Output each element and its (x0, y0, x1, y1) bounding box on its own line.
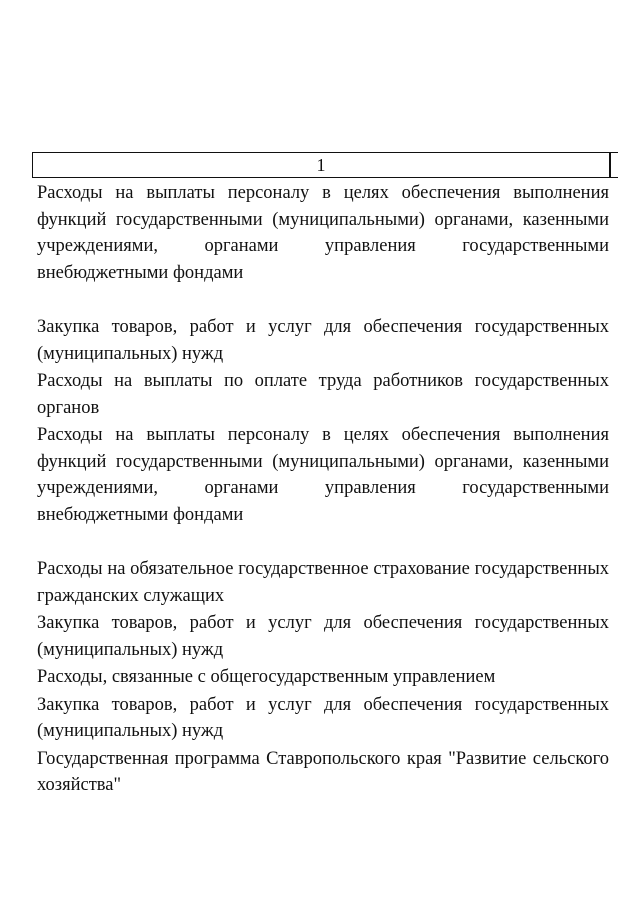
table-row-text: Закупка товаров, работ и услуг для обеспечения государственных (муниципальных) нужд (37, 613, 609, 660)
table-row-text: Государственная программа Ставропольского края "Развитие сельского хозяйства" (37, 748, 609, 795)
table-row-text: Расходы на выплаты персоналу в целях обеспечения выполнения функций государственными (муниципальными) органами, казенными учреждениями, органами управления государственными внебюджетными фондами (37, 425, 609, 525)
table-header-next-column-edge (610, 152, 618, 178)
table-row-text: Расходы, связанные с общегосударственным управлением (37, 667, 496, 687)
table-header-column-number (32, 152, 610, 178)
table-row-text: Закупка товаров, работ и услуг для обеспечения государственных (муниципальных) нужд (37, 317, 609, 364)
header-number-text: 1 (316, 155, 326, 175)
table-row-text: Расходы на выплаты по оплате труда работников государственных органов (37, 371, 609, 418)
table-row-text: Закупка товаров, работ и услуг для обеспечения государственных (муниципальных) нужд (37, 694, 609, 741)
table-row-text: Расходы на обязательное государственное страхование государственных гражданских служащих (37, 559, 609, 606)
table-row-text: Расходы на выплаты персоналу в целях обеспечения выполнения функций государственными (муниципальными) органами, казенными учреждениями, органами управления государственными внебюджетными фондами (37, 183, 609, 283)
table-body (37, 180, 609, 799)
